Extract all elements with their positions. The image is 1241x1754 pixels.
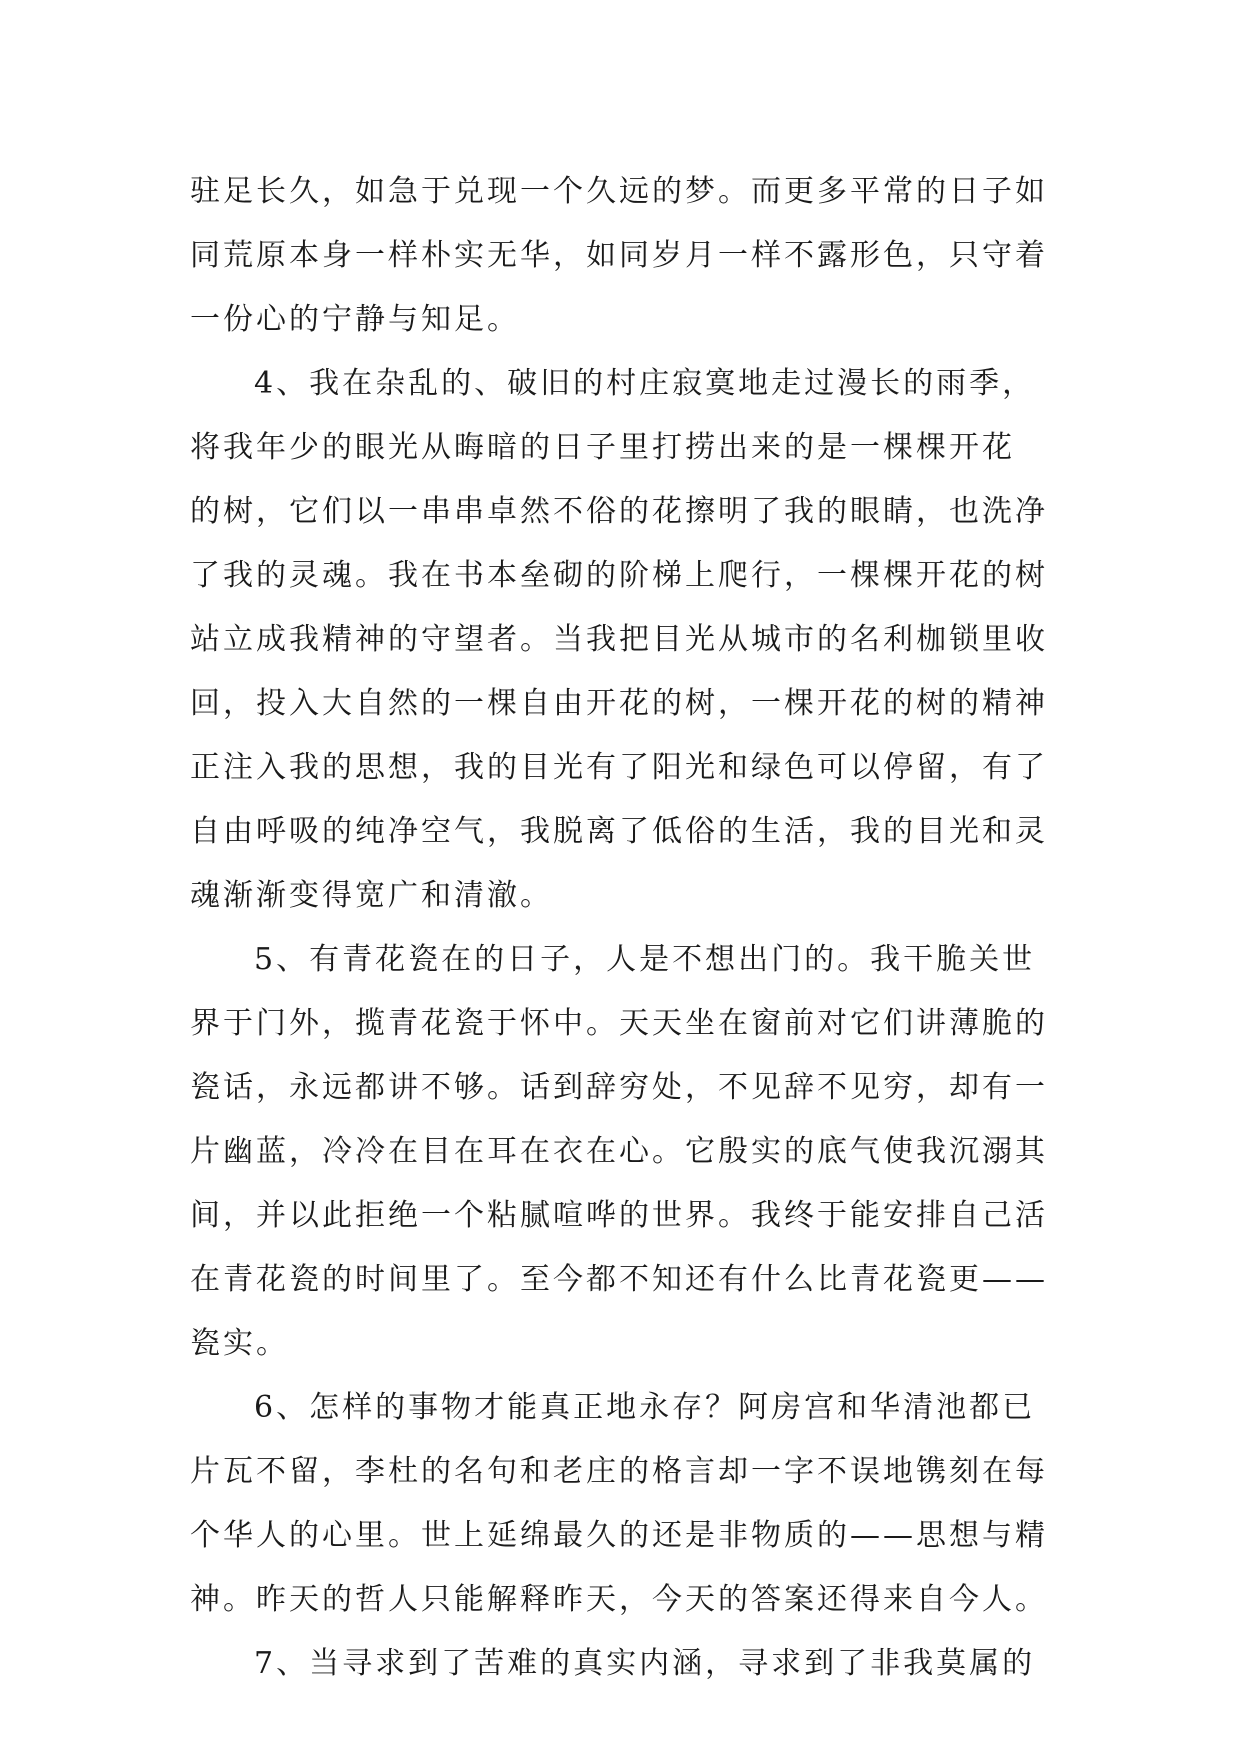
text-line: 将我年少的眼光从晦暗的日子里打捞出来的是一棵棵开花 — [190, 430, 1015, 465]
text-line: 同荒原本身一样朴实无华，如同岁月一样不露形色，只守着 — [190, 238, 1048, 273]
paragraph — [190, 160, 1060, 352]
paragraph — [190, 352, 1060, 928]
text-line: 7、当寻求到了苦难的真实内涵，寻求到了非我莫属的 — [254, 1646, 1036, 1681]
text-line: 间，并以此拒绝一个粘腻喧哗的世界。我终于能安排自己活 — [190, 1198, 1048, 1233]
text-line: 的树，它们以一串串卓然不俗的花擦明了我的眼睛，也洗净 — [190, 494, 1048, 529]
text-line: 一份心的宁静与知足。 — [190, 302, 520, 337]
text-line: 个华人的心里。世上延绵最久的还是非物质的——思想与精 — [190, 1518, 1048, 1553]
paragraph — [190, 1376, 1060, 1632]
text-line: 瓷话，永远都讲不够。话到辞穷处，不见辞不见穷，却有一 — [190, 1070, 1048, 1105]
text-line: 正注入我的思想，我的目光有了阳光和绿色可以停留，有了 — [190, 750, 1048, 785]
text-line: 回，投入大自然的一棵自由开花的树，一棵开花的树的精神 — [190, 686, 1048, 721]
text-line: 站立成我精神的守望者。当我把目光从城市的名利枷锁里收 — [190, 622, 1048, 657]
text-line: 魂渐渐变得宽广和清澈。 — [190, 878, 553, 913]
text-line: 4、我在杂乱的、破旧的村庄寂寞地走过漫长的雨季， — [254, 366, 1036, 401]
text-line: 界于门外，揽青花瓷于怀中。天天坐在窗前对它们讲薄脆的 — [190, 1006, 1048, 1041]
paragraph — [190, 1632, 1060, 1696]
text-line: 自由呼吸的纯净空气，我脱离了低俗的生活，我的目光和灵 — [190, 814, 1048, 849]
text-line: 驻足长久，如急于兑现一个久远的梦。而更多平常的日子如 — [190, 174, 1048, 209]
text-line: 了我的灵魂。我在书本垒砌的阶梯上爬行，一棵棵开花的树 — [190, 558, 1048, 593]
text-line: 神。昨天的哲人只能解释昨天，今天的答案还得来自今人。 — [190, 1582, 1048, 1617]
text-line: 在青花瓷的时间里了。至今都不知还有什么比青花瓷更—— — [190, 1262, 1048, 1297]
text-line: 5、有青花瓷在的日子，人是不想出门的。我干脆关世 — [254, 942, 1036, 977]
text-line: 瓷实。 — [190, 1326, 289, 1361]
text-line: 片幽蓝，冷冷在目在耳在衣在心。它殷实的底气使我沉溺其 — [190, 1134, 1048, 1169]
text-line: 片瓦不留，李杜的名句和老庄的格言却一字不误地镌刻在每 — [190, 1454, 1048, 1489]
paragraph — [190, 928, 1060, 1376]
document-body — [190, 160, 1060, 1696]
text-line: 6、怎样的事物才能真正地永存？阿房宫和华清池都已 — [254, 1390, 1036, 1425]
